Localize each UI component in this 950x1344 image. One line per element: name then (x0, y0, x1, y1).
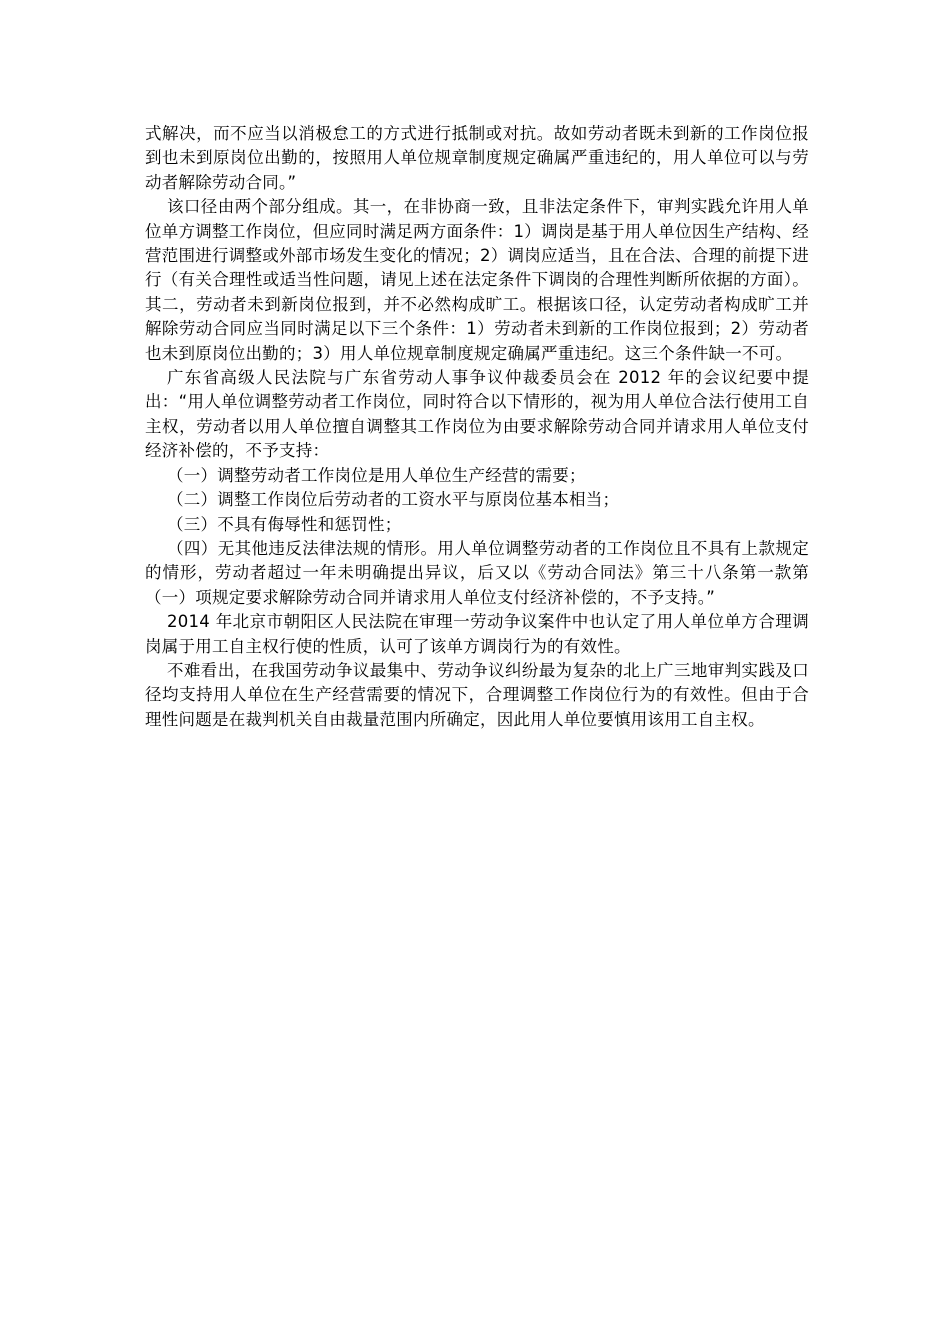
paragraph-conclusion: 不难看出，在我国劳动争议最集中、劳动争议纠纷最为复杂的北上广三地审判实践及口径均支持用人单位在生产经营需要的情况下，合理调整工作岗位行为的有效性。但由于合理性问题是在裁判机关自由裁量范围内所确定，因此用人单位要慎用该用工自主权。 (145, 660, 809, 729)
list-item-1: （一）调整劳动者工作岗位是用人单位生产经营的需要； (167, 465, 586, 485)
paragraph-beijing-case: 2014 年北京市朝阳区人民法院在审理一劳动争议案件中也认定了用人单位单方合理调岗属于用工自主权行使的性质，认可了该单方调岗行为的有效性。 (145, 612, 809, 656)
paragraph-analysis: 该口径由两个部分组成。其一，在非协商一致，且非法定条件下，审判实践允许用人单位单方调整工作岗位，但应同时满足两方面条件：1）调岗是基于用人单位因生产结构、经营范围进行调整或外部市场发生变化的情况；2）调岗应适当，且在合法、合理的前提下进行（有关合理性或适当性问题，请见上述在法定条件下调岗的合理性判断所依据的方面）。其二，劳动者未到新岗位报到，并不必然构成旷工。根据该口径，认定劳动者构成旷工并解除劳动合同应当同时满足以下三个条件：1）劳动者未到新的工作岗位报到；2）劳动者也未到原岗位出勤的；3）用人单位规章制度规定确属严重违纪。这三个条件缺一不可。 (145, 197, 809, 363)
list-item-4: （四）无其他违反法律法规的情形。用人单位调整劳动者的工作岗位且不具有上款规定的情形，劳动者超过一年未明确提出异议，后又以《劳动合同法》第三十八条第一款第（一）项规定要求解除劳动合同并请求用人单位支付经济补偿的，不予支持。” (145, 538, 809, 607)
list-item-3: （三）不具有侮辱性和惩罚性； (167, 514, 402, 534)
paragraph-guangdong-minutes: 广东省高级人民法院与广东省劳动人事争议仲裁委员会在 2012 年的会议纪要中提出：“用人单位调整劳动者工作岗位，同时符合以下情形的，视为用人单位合法行使用工自主权，劳动者以用人单位擅自调整其工作岗位为由要求解除劳动合同并请求用人单位支付经济补偿的，不予支持： (145, 368, 809, 461)
document-body (145, 122, 809, 732)
paragraph-continuation: 式解决，而不应当以消极怠工的方式进行抵制或对抗。故如劳动者既未到新的工作岗位报到也未到原岗位出勤的，按照用人单位规章制度规定确属严重违纪的，用人单位可以与劳动者解除劳动合同。” (145, 124, 809, 192)
list-item-2: （二）调整工作岗位后劳动者的工资水平与原岗位基本相当； (167, 490, 620, 510)
